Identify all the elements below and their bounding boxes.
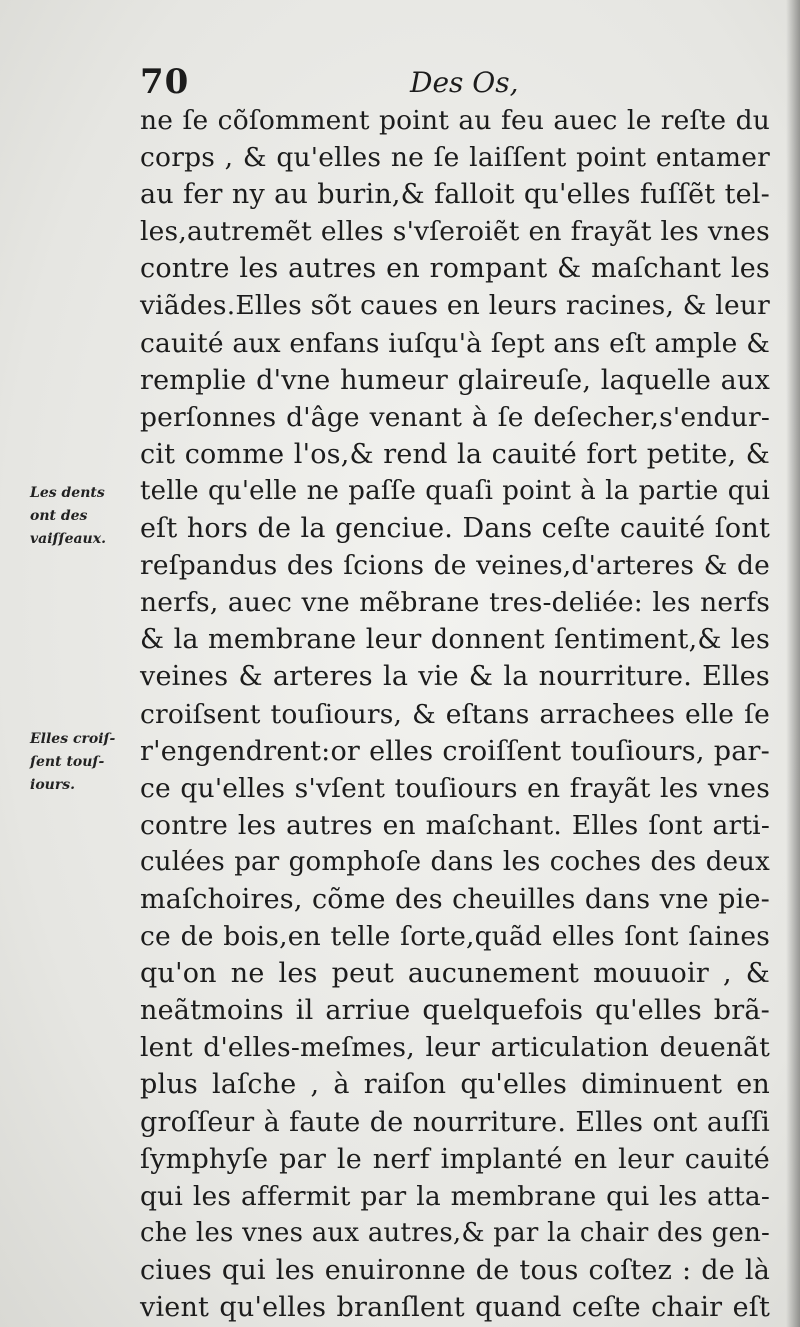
page-header — [140, 62, 540, 102]
margin-note — [30, 482, 106, 551]
text-line: ciues qui les enuironne de tous coſtez : de là — [140, 1254, 770, 1286]
margin-note-line: Les dents — [30, 485, 105, 501]
text-line: qui les affermit par la membrane qui les atta- — [140, 1180, 770, 1212]
text-line: veines & arteres la vie & la nourriture. Elles — [140, 661, 770, 693]
text-line: viãdes.Elles sõt caues en leurs racines, & leur — [140, 290, 770, 322]
text-line: eſt hors de la genciue. Dans ceſte cauité ſont — [140, 513, 770, 545]
text-line: corps , & qu'elles ne ſe laiſſent point entamer — [140, 142, 770, 174]
margin-note-line: Elles croiſ- — [30, 731, 116, 747]
text-line: ce de bois,en telle ſorte,quãd elles ſont ſaines — [140, 921, 770, 953]
body-text — [140, 102, 770, 1326]
running-head: Des Os, — [410, 66, 519, 99]
page-number: 70 — [140, 62, 190, 102]
text-line: telle qu'elle ne paſſe quaſi point à la partie qui — [140, 475, 770, 506]
text-line: nerfs, auec vne mẽbrane tres-deliée: les nerfs — [140, 587, 770, 619]
text-line: cauité aux enfans iuſqu'à ſept ans eſt ample & — [140, 327, 770, 359]
text-line: neãtmoins il arriue quelquefois qu'elles brã- — [140, 995, 770, 1027]
text-line: vient qu'elles branſlent quand ceſte chair eſt — [140, 1292, 770, 1323]
text-line: perſonnes d'âge venant à ſe deſecher,s'endur- — [140, 401, 770, 433]
text-line: contre les autres en rompant & maſchant les — [140, 253, 770, 285]
margin-note — [30, 728, 115, 797]
text-line: culées par gomphoſe dans les coches des deux — [140, 846, 770, 877]
text-line: ſymphyſe par le nerf implanté en leur cauité — [140, 1143, 770, 1175]
text-line: maſchoires, cõme des cheuilles dans vne pie- — [140, 883, 770, 915]
text-line: r'engendrent:or elles croiſſent touſiours, par- — [140, 735, 770, 767]
spine-shadow — [786, 0, 800, 1327]
text-line: croiſsent touſiours, & eſtans arrachees elle ſe — [140, 698, 770, 730]
margin-note-line: ſent touſ- — [30, 754, 105, 770]
text-line: lent d'elles-meſmes, leur articulation deuenãt — [140, 1032, 770, 1064]
text-line: cit comme l'os,& rend la cauité fort petite, & — [140, 438, 770, 470]
text-line: les,autremẽt elles s'vſeroiẽt en frayãt les vnes — [140, 216, 770, 248]
text-line: au fer ny au burin,& falloit qu'elles fuſſẽt tel- — [140, 179, 770, 211]
margin-note-line: ont des — [30, 508, 88, 524]
text-line: ne ſe cõſomment point au feu auec le reſte du — [140, 105, 770, 136]
text-line: che les vnes aux autres,& par la chair des gen- — [140, 1217, 770, 1248]
text-line: reſpandus des ſcions de veines,d'arteres & de — [140, 550, 770, 582]
margin-note-line: iours. — [30, 777, 75, 793]
text-line: remplie d'vne humeur glaireuſe, laquelle aux — [140, 364, 770, 396]
text-line: contre les autres en maſchant. Elles ſont arti- — [140, 809, 770, 841]
text-line: groſſeur à faute de nourriture. Elles ont auſſi — [140, 1106, 770, 1138]
text-line: qu'on ne les peut aucunement mouuoir , & — [140, 958, 770, 990]
margin-note-line: vaiſſeaux. — [30, 531, 106, 547]
text-line: ce qu'elles s'vſent touſiours en frayãt les vnes — [140, 772, 770, 804]
text-line: & la membrane leur donnent ſentiment,& les — [140, 624, 770, 656]
text-line: plus laſche , à raiſon qu'elles diminuent en — [140, 1069, 770, 1101]
